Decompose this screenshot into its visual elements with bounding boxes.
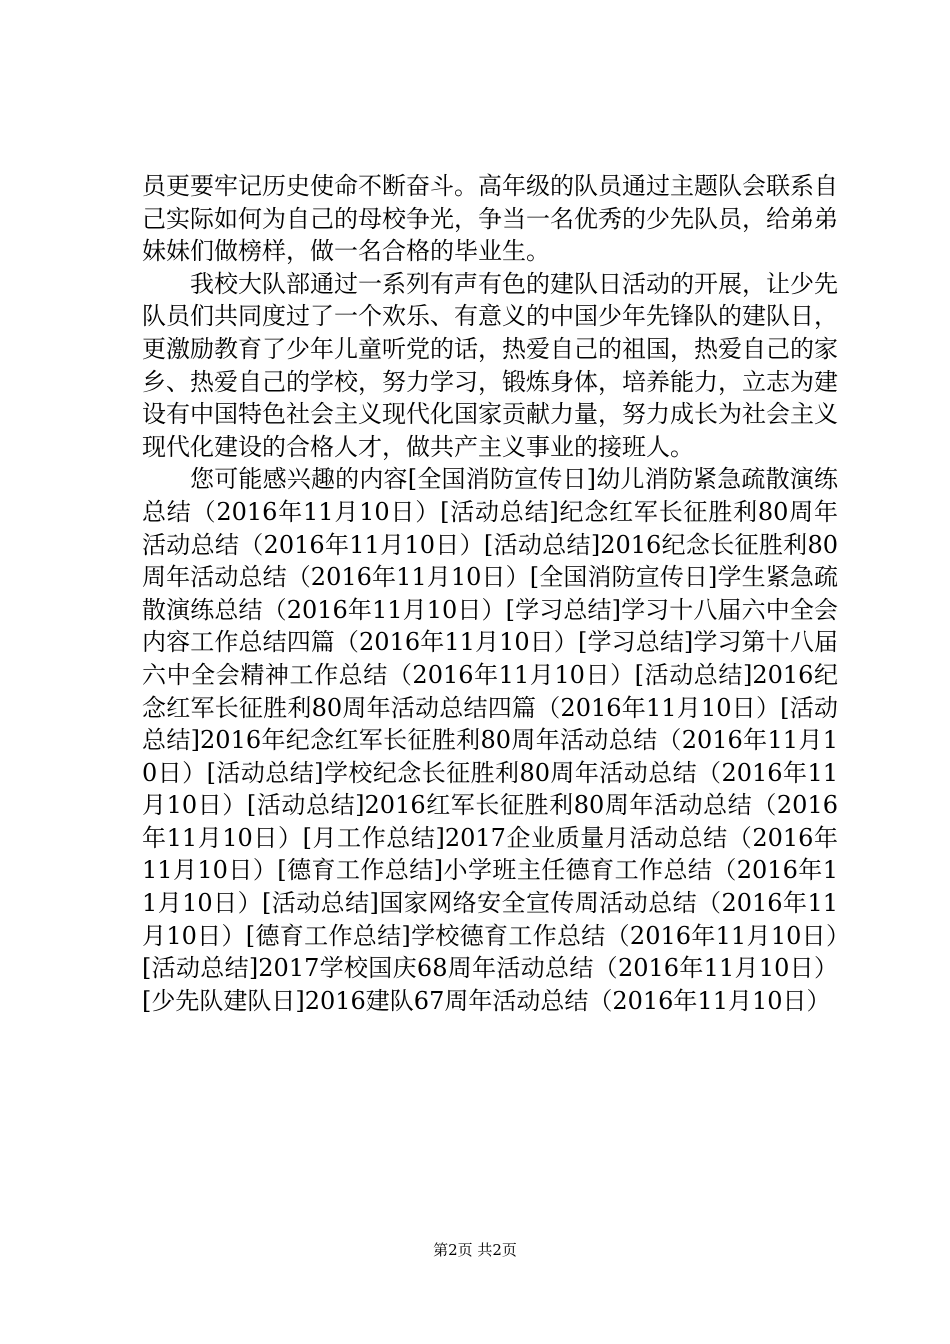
paragraph-continuation: 员更要牢记历史使命不断奋斗。高年级的队员通过主题队会联系自己实际如何为自己的母校争光，争当一名优秀的少先队员，给弟弟妹妹们做榜样，做一名合格的毕业生。 <box>142 172 838 266</box>
paragraph-summary: 我校大队部通过一系列有声有色的建队日活动的开展，让少先队员们共同度过了一个欢乐、有意义的中国少年先锋队的建队日，更激励教育了少年儿童听党的话，热爱自己的祖国，热爱自己的家乡、热爱自己的学校，努力学习，锻炼身体，培养能力，立志为建设有中国特色社会主义现代化国家贡献力量，努力成长为社会主义现代化建设的合格人才，做共产主义事业的接班人。 <box>142 269 838 461</box>
document-body <box>142 170 838 1017</box>
paragraph-related-content: 您可能感兴趣的内容[全国消防宣传日]幼儿消防紧急疏散演练总结（2016年11月10日）[活动总结]纪念红军长征胜利80周年活动总结（2016年11月10日）[活动总结]2016纪念长征胜利80周年活动总结（2016年11月10日）[全国消防宣传日]学生紧急疏散演练总结（2016年11月10日）[学习总结]学习十八届六中全会内容工作总结四篇（2016年11月10日）[学习总结]学习第十八届六中全会精神工作总结（2016年11月10日）[活动总结]2016纪念红军长征胜利80周年活动总结四篇（2016年11月10日）[活动总结]2016年纪念红军长征胜利80周年活动总结（2016年11月10日）[活动总结]学校纪念长征胜利80周年活动总结（2016年11月10日）[活动总结]2016红军长征胜利80周年活动总结（2016年11月10日）[月工作总结]2017企业质量月活动总结（2016年11月10日）[德育工作总结]小学班主任德育工作总结（2016年11月10日）[活动总结]国家网络安全宣传周活动总结（2016年11月10日）[德育工作总结]学校德育工作总结（2016年11月10日）[活动总结]2017学校国庆68周年活动总结（2016年11月10日）[少先队建队日]2016建队67周年活动总结（2016年11月10日） <box>142 465 838 1015</box>
page-number-footer: 第2页 共2页 <box>433 1241 517 1259</box>
